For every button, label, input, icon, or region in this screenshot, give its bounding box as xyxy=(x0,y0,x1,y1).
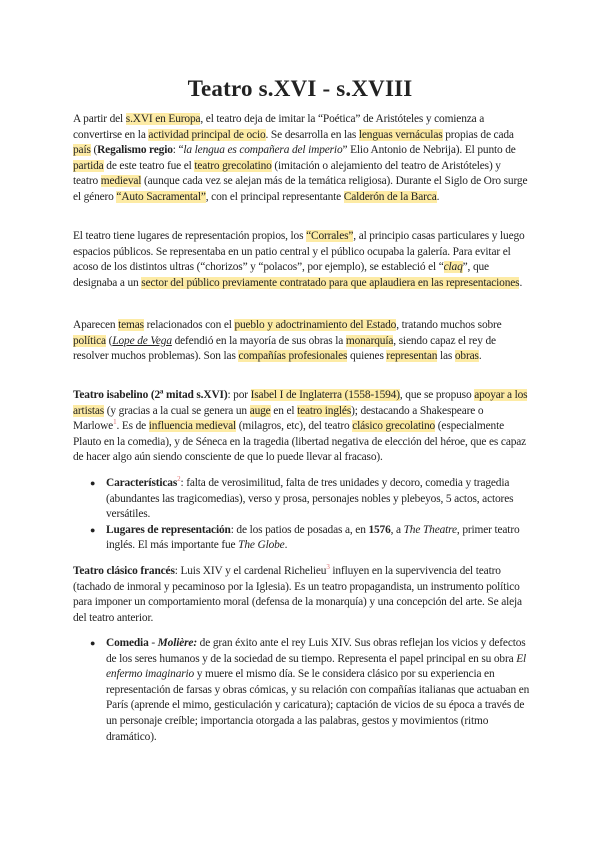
highlight: teatro inglés xyxy=(297,404,352,417)
footnote-marker: 2 xyxy=(177,475,181,484)
highlight: apoyar a los artistas xyxy=(73,389,528,417)
highlight: partida xyxy=(73,159,104,172)
highlight: representan xyxy=(386,350,438,363)
frances-list xyxy=(90,636,530,745)
list-item: ● Características$^2$: falta de verosimilitud, falta de tres unidades y decoro, comedia y tragedia (abundantes las tragicomedias), verso y prosa, personajes nobles y plebeyos, 5 actos, actores versátiles. xyxy=(90,476,530,523)
corrales-paragraph: El teatro tiene lugares de representación propios, los “Corrales”, al principio casas particulares y luego espacios públicos. Se representaba en un patio central y el público ocupaba la galería. Para evitar el acoso de los distintos ultras (“chorizos” y “polacos”, por ejemplo), se estableció el “claq”, que designaba a un sector del público previamente contratado para que aplaudiera en las representaciones. xyxy=(73,230,525,289)
footnote-marker: 1 xyxy=(113,418,117,427)
highlight: influencia medieval xyxy=(148,420,237,433)
isabelino-list xyxy=(90,476,530,554)
highlight: obras xyxy=(454,350,479,363)
highlight: Isabel I de Inglaterra (1558-1594) xyxy=(250,389,400,401)
highlight: pueblo y adoctrinamiento del Estado xyxy=(234,319,397,331)
section-heading: Teatro clásico francés xyxy=(73,565,175,577)
list-item-label: Comedia xyxy=(106,637,149,649)
bold-term: Regalismo regio xyxy=(97,144,173,157)
highlight: “Auto Sacramental” xyxy=(116,190,206,203)
highlight: actividad principal de ocio xyxy=(148,128,266,141)
list-item: ● Lugares de representación: de los patios de posadas a, en 1576, a The Theatre, primer teatro inglés. El más importante fue The Globe. xyxy=(90,523,530,554)
highlight: teatro grecolatino xyxy=(194,159,272,172)
section-heading: Teatro isabelino (2ª mitad s.XVI) xyxy=(73,389,228,401)
highlight: auge xyxy=(249,404,271,417)
list-item: ● Comedia - Molière: de gran éxito ante el rey Luis XIV. Sus obras reflejan los vicios y defectos de los seres humanos y de la sociedad de su tiempo. Representa el papel principal en su obra El enfermo imaginario y muere el mismo día. Se le considera clásico por su experiencia en representación de farsas y obras cómicas, y su relación con compañías italianas que actuaban en París (aprende el mimo, gesticulación y caricatura); captación de vicios de su época a través de un personaje creíble; importancia otorgada a las palabras, gestos y movimientos (ritmo dramático). xyxy=(90,636,530,745)
highlight: clásico grecolatino xyxy=(352,420,436,433)
highlight: claq xyxy=(443,261,463,274)
intro-paragraph: A partir del s.XVI en Europa, el teatro deja de imitar la “Poética” de Aristóteles y comienza a convertirse en la actividad principal de ocio. Se desarrolla en las lenguas vernáculas propias de cada país (Regalismo regio: “la lengua es compañera del imperio” Elio Antonio de Nebrija). El punto de partida de este teatro fue el teatro grecolatino (imitación o alejamiento del teatro de Aristóteles) y teatro medieval (aunque cada vez se alejan más de la temática religiosa). Durante el Siglo de Oro surge el género “Auto Sacramental”, con el principal representante Calderón de la Barca. xyxy=(73,113,528,203)
italic-quote: la lengua es compañera del imperio xyxy=(183,144,343,157)
highlight: política xyxy=(73,334,106,347)
highlight: “Corrales” xyxy=(306,230,354,242)
page-title: Teatro s.XVI - s.XVIII xyxy=(187,76,413,101)
highlight: compañías profesionales xyxy=(238,350,348,363)
highlight: medieval xyxy=(100,175,142,188)
highlight: sector del público previamente contratado para que aplaudiera en las representaciones xyxy=(141,276,520,289)
highlight: Calderón de la Barca xyxy=(343,190,437,203)
isabelino-paragraph: Teatro isabelino (2ª mitad s.XVI): por Isabel I de Inglaterra (1558-1594), que se propuso apoyar a los artistas (y gracias a la cual se genera un auge en el teatro inglés); destacando a Shakespeare o Marlowe$^1$. Es de influencia medieval (milagros, etc), del teatro clásico grecolatino (especialmente Plauto en la comedia), y de Séneca en la tragedia (libertad negativa de elección del héroe, que es capaz de hacer algo aún siendo consciente de que lo puede llevar al fracaso). xyxy=(73,389,528,464)
list-item-label: Características xyxy=(106,477,178,489)
highlight: s.XVI en Europa xyxy=(125,113,201,125)
list-item-label: Lugares de representación xyxy=(106,523,231,536)
temas-paragraph: Aparecen temas relacionados con el pueblo y adoctrinamiento del Estado, tratando muchos sobre política (Lope de Vega defendió en la mayoría de sus obras la monarquía, siendo capaz el rey de resolver muchos problemas). Son las compañías profesionales quienes representan las obras. xyxy=(73,319,502,363)
frances-paragraph: Teatro clásico francés: Luis XIV y el cardenal Richelieu$^3$ influyen en la supervivencia del teatro (tachado de inmoral y pecaminoso por la Iglesia). Es un teatro propagandista, un instrumento político para imponer un comportamiento moral (defensa de la monarquía) y una concepción del arte. Se aleja del teatro anterior. xyxy=(73,563,522,624)
underlined-name: Lope de Vega xyxy=(112,334,172,347)
highlight: temas xyxy=(118,319,144,331)
highlight: país xyxy=(73,144,91,157)
footnote-marker: 3 xyxy=(326,563,330,572)
highlight: lenguas vernáculas xyxy=(358,128,443,141)
highlight: monarquía xyxy=(345,334,394,347)
